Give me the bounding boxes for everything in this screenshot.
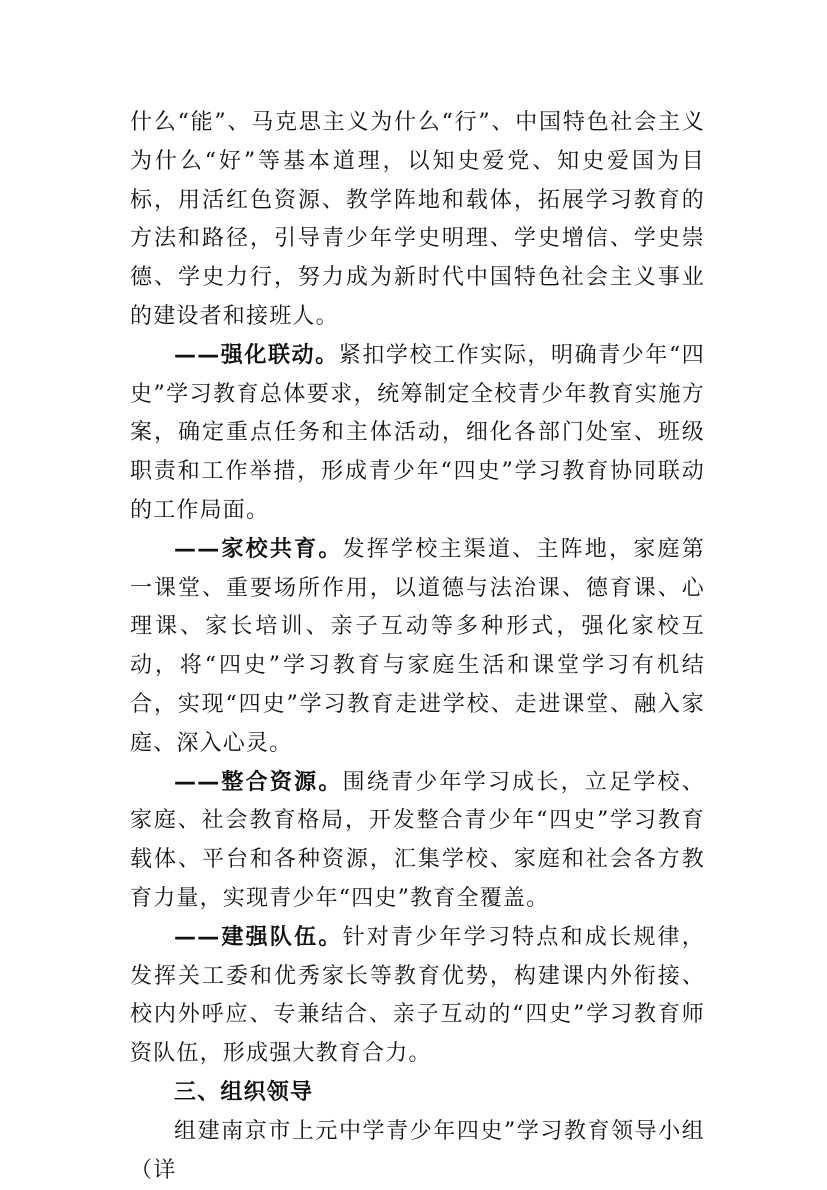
paragraph-strengthen-linkage bbox=[130, 337, 705, 531]
lead-integrate-resources: ——整合资源。 bbox=[174, 769, 343, 795]
text-integrate-resources: 围绕青少年学习成长，立足学校、家庭、社会教育格局，开发整合青少年“四史”学习教育载体、平台和各种资源，汇集学校、家庭和社会各方教育力量，实现青少年“四史”教育全覆盖。 bbox=[130, 769, 705, 911]
document-body bbox=[130, 104, 705, 1190]
lead-home-school: ——家校共育。 bbox=[174, 536, 343, 562]
text-home-school: 发挥学校主渠道、主阵地，家庭第一课堂、重要场所作用，以道德与法治课、德育课、心理课、家长培训、亲子互动等多种形式，强化家校互动，将“四史”学习教育与家庭生活和课堂学习有机结合，实现“四史”学习教育走进学校、走进课堂、融入家庭、深入心灵。 bbox=[130, 536, 705, 756]
section-heading: 三、组织领导 bbox=[174, 1079, 314, 1105]
text-build-team: 针对青少年学习特点和成长规律，发挥关工委和优秀家长等教育优势，构建课内外衔接、校内外呼应、专兼结合、亲子互动的“四史”学习教育师资队伍，形成强大教育合力。 bbox=[130, 924, 705, 1067]
paragraph-integrate-resources bbox=[130, 764, 705, 919]
paragraph-build-team bbox=[130, 919, 705, 1074]
lead-build-team: ——建强队伍。 bbox=[174, 924, 343, 950]
paragraph-intro: 什么“能”、马克思主义为什么“行”、中国特色社会主义为什么“好”等基本道理，以知史爱党、知史爱国为目标，用活红色资源、教学阵地和载体，拓展学习教育的方法和路径，引导青少年学史明理、学史增信、学史崇德、学史力行，努力成为新时代中国特色社会主义事业的建设者和接班人。 bbox=[130, 110, 705, 329]
paragraph-home-school bbox=[130, 531, 705, 764]
paragraph-organization: 组建南京市上元中学青少年四史”学习教育领导小组（详 bbox=[130, 1118, 705, 1183]
text-strengthen-linkage: 紧扣学校工作实际，明确青少年“四史”学习教育总体要求，统筹制定全校青少年教育实施方案，确定重点任务和主体活动，细化各部门处室、班级职责和工作举措，形成青少年“四史”学习教育协同联动的工作局面。 bbox=[130, 342, 705, 523]
lead-strengthen-linkage: ——强化联动。 bbox=[174, 342, 339, 368]
